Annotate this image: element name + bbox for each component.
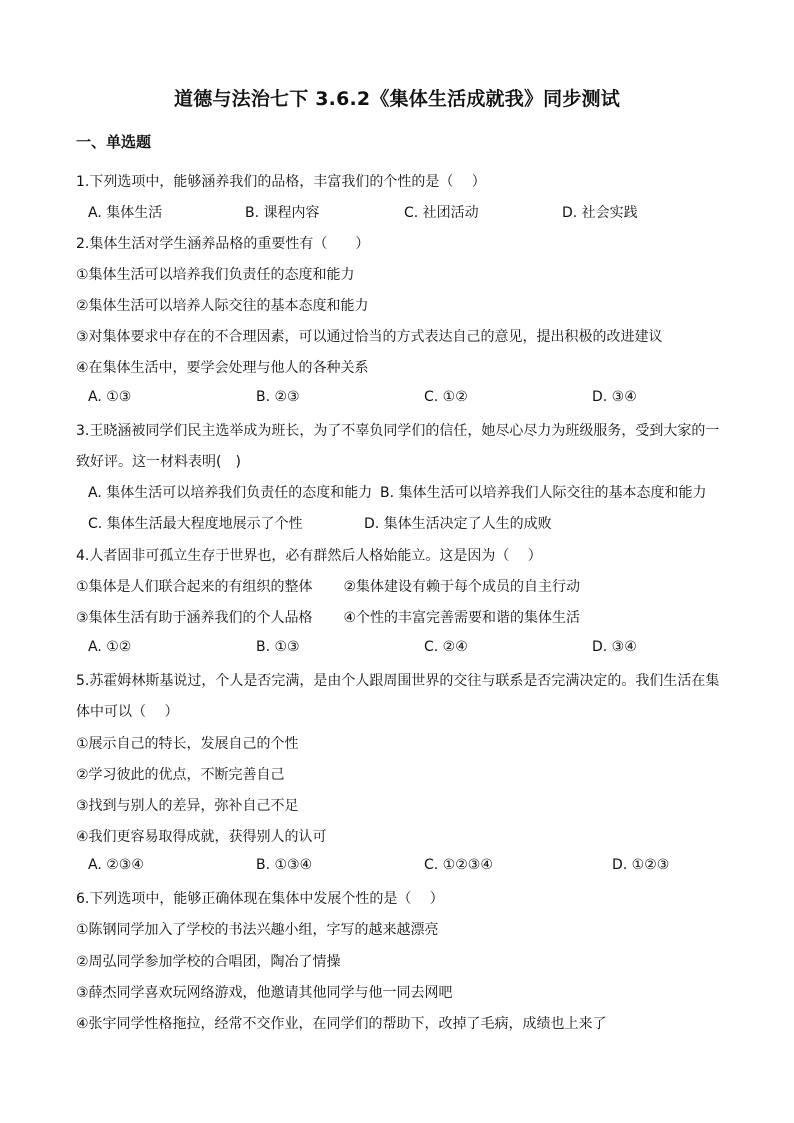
statement-item: ④在集体生活中，要学会处理与他人的各种关系 [76,360,369,376]
option-d: D. 社会实践 [562,205,638,221]
option-a: A. ①② [88,639,132,655]
option-a: A. 集体生活可以培养我们负责任的态度和能力 [88,485,373,501]
option-d: D. ①②③ [612,857,670,873]
option-d: D. 集体生活决定了人生的成败 [364,516,552,532]
question-5-stem-continued: 体中可以（ ） [76,704,179,720]
statement-item: ③集体生活有助于涵养我们的个人品格 [76,610,313,626]
question-4-stem: 4.人者固非可孤立生存于世界也，必有群然后人格始能立。这是因为（ ） [76,548,542,564]
option-b: B. ①③ [256,639,300,655]
statement-item: ④个性的丰富完善需要和谐的集体生活 [343,610,581,626]
statement-row [76,576,580,596]
statement-item: ②周弘同学参加学校的合唱团，陶冶了情操 [76,954,341,970]
statement-item: ④我们更容易取得成就，获得别人的认可 [76,829,327,845]
option-d: D. ③④ [592,389,637,405]
statement-item: ②集体建设有赖于每个成员的自主行动 [343,579,581,595]
question-5-options [88,857,728,879]
statement-item: ③薛杰同学喜欢玩网络游戏，他邀请其他同学与他一同去网吧 [76,985,453,1001]
question-2-stem: 2.集体生活对学生涵养品格的重要性有（ ） [76,236,370,252]
question-4-options [88,639,728,661]
option-b: B. 课程内容 [245,205,320,221]
statement-item: ①陈钢同学加入了学校的书法兴趣小组，字写的越来越漂亮 [76,922,439,938]
option-a: A. ①③ [88,389,132,405]
option-b: B. ②③ [256,389,300,405]
document-title: 道德与法治七下 3.6.2《集体生活成就我》同步测试 [174,88,620,110]
question-3-options-row-2 [88,513,728,535]
question-1-options [88,202,728,224]
question-6-stem: 6.下列选项中，能够正确体现在集体中发展个性的是（ ） [76,891,444,907]
statement-item: ③找到与别人的差异，弥补自己不足 [76,798,299,814]
option-c: C. ②④ [424,639,468,655]
question-5-stem: 5.苏霍姆林斯基说过，个人是否完满，是由个人跟周围世界的交往与联系是否完满决定的。我们生活在集 [76,673,720,689]
option-c: C. ①②③④ [424,857,493,873]
question-1-stem: 1.下列选项中，能够涵养我们的品格，丰富我们的个性的是（ ） [76,174,486,190]
section-heading: 一、单选题 [76,133,152,151]
statement-item: ①集体是人们联合起来的有组织的整体 [76,579,313,595]
statement-item: ②集体生活可以培养人际交往的基本态度和能力 [76,298,369,314]
option-b: B. 集体生活可以培养我们人际交往的基本态度和能力 [380,485,707,501]
statement-item: ②学习彼此的优点，不断完善自己 [76,767,285,783]
question-3-stem-continued: 致好评。这一材料表明( ) [76,454,241,470]
statement-item: ③对集体要求中存在的不合理因素，可以通过恰当的方式表达自己的意见，提出积极的改进建议 [76,329,663,345]
option-b: B. ①③④ [256,857,313,873]
statement-item: ①展示自己的特长，发展自己的个性 [76,736,299,752]
option-c: C. ①② [424,389,468,405]
option-a: A. ②③④ [88,857,144,873]
statement-item: ④张宇同学性格拖拉，经常不交作业，在同学们的帮助下，改掉了毛病，成绩也上来了 [76,1016,607,1032]
option-a: A. 集体生活 [88,205,163,221]
option-d: D. ③④ [592,639,637,655]
option-c: C. 集体生活最大程度地展示了个性 [88,516,303,532]
question-3-options-row-1 [88,482,728,504]
question-3-stem: 3.王晓涵被同学们民主选举成为班长，为了不辜负同学们的信任，她尽心尽力为班级服务，受到大家的一 [76,423,720,439]
statement-item: ①集体生活可以培养我们负责任的态度和能力 [76,267,355,283]
question-2-options [88,389,728,411]
option-c: C. 社团活动 [404,205,479,221]
statement-row [76,607,580,627]
